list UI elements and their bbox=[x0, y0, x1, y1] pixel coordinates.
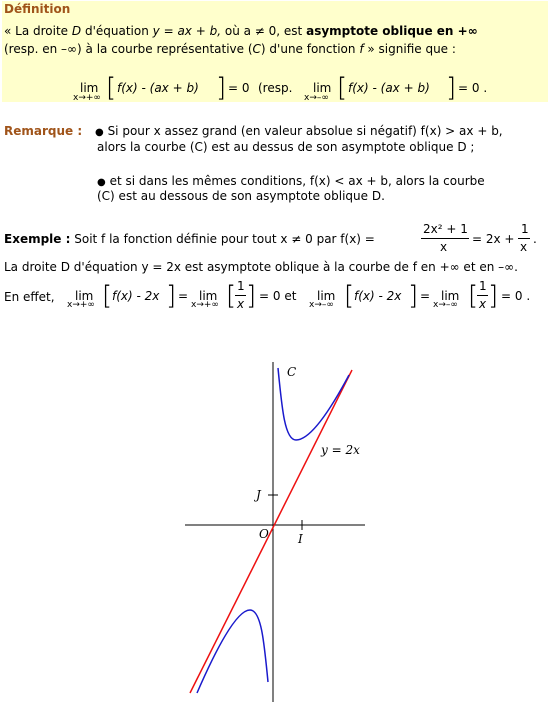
formula-inner-2: f(x) - (ax + b) bbox=[348, 81, 430, 95]
exemple-line-1: Exemple : Soit f la fonction définie pour tout x ≠ 0 par f(x) = bbox=[4, 232, 375, 246]
bullet-icon: ● bbox=[95, 127, 104, 138]
definition-heading: Définition bbox=[4, 2, 71, 16]
label-c: C bbox=[287, 365, 297, 379]
definition-box: Définition « La droite D d'équation y = ax + b, où a ≠ 0, est asymptote oblique en +∞ (resp. en –∞) à la courbe représentative (C) d'une fonction f » signifie que : lim x→+∞ [ f(x) - (ax + b) ] = 0 (resp. lim x→–∞ [ f(x) - (ax + b) ] = 0 . bbox=[2, 1, 548, 102]
frac-den: x bbox=[440, 240, 448, 254]
lim-text: lim bbox=[80, 81, 99, 95]
frac-num: 2x² + 1 bbox=[423, 222, 468, 236]
remarque-heading: Remarque : bbox=[4, 124, 83, 138]
exemple-line-2: La droite D d'équation y = 2x est asymptote oblique à la courbe de f en +∞ et en –∞. bbox=[4, 260, 518, 274]
remarque-bullet-1-cont: alors la courbe (C) est au dessus de son asymptote oblique D ; bbox=[97, 140, 475, 154]
remarque-bullet-2-cont: (C) est au dessous de son asymptote oblique D. bbox=[97, 189, 385, 203]
label-o: O bbox=[259, 527, 269, 541]
exemple-heading: Exemple : bbox=[4, 232, 71, 246]
lim-sub-plus: x→+∞ bbox=[73, 93, 101, 103]
label-line: y = 2x bbox=[321, 443, 360, 457]
lim-sub-minus: x→–∞ bbox=[304, 93, 329, 103]
definition-line-2: (resp. en –∞) à la courbe représentative (C) d'une fonction f » signifie que : bbox=[4, 42, 456, 56]
formula-inner-1: f(x) - (ax + b) bbox=[117, 81, 199, 95]
definition-line-1: « La droite D d'équation y = ax + b, où a ≠ 0, est asymptote oblique en +∞ bbox=[4, 24, 478, 38]
remarque-bullet-1: ● Si pour x assez grand (en valeur absolue si négatif) f(x) > ax + b, bbox=[95, 124, 503, 138]
bullet-icon: ● bbox=[97, 177, 106, 188]
label-j: J bbox=[256, 488, 261, 502]
asymptote-line bbox=[190, 370, 352, 693]
label-i: I bbox=[298, 532, 303, 546]
remarque-bullet-2: ● et si dans les mêmes conditions, f(x) < ax + b, alors la courbe bbox=[97, 174, 485, 188]
curve-branch-negative bbox=[197, 610, 268, 693]
